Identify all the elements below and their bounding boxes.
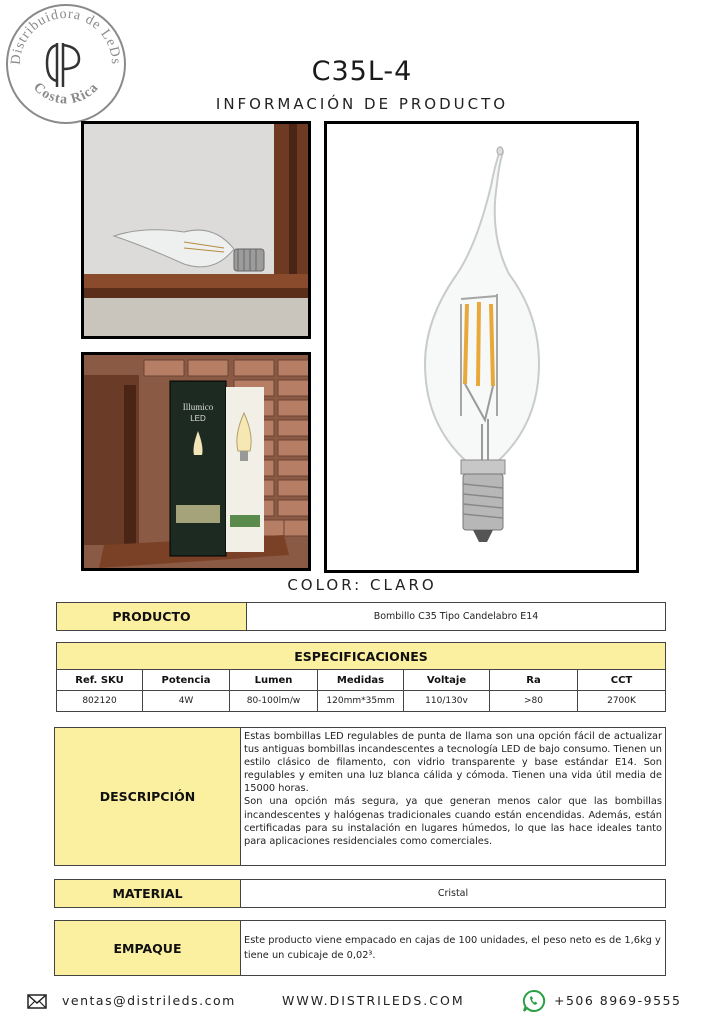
color-label: COLOR: CLARO — [287, 576, 437, 594]
footer-website-link[interactable]: WWW.DISTRILEDS.COM — [282, 993, 465, 1008]
specs-col-medidas: Medidas — [318, 670, 404, 691]
description-text — [241, 728, 666, 866]
specs-table — [56, 642, 666, 712]
email-icon — [27, 994, 47, 1009]
photo-bulb-on-shelf — [81, 121, 311, 339]
box-led-text: LED — [190, 414, 206, 423]
specs-value-row — [57, 691, 666, 712]
page-title: C35L-4 — [311, 56, 413, 87]
packaging-label: EMPAQUE — [55, 921, 241, 976]
material-value: Cristal — [241, 880, 666, 908]
description-paragraph-1: Estas bombillas LED regulables de punta de llama son una opción fácil de actualizar tus antiguas bombillas incandescentes a tecnología LED de bajo consumo. Tienen un estilo clásico de filamento, con vidrio transparente y base estándar E14. Son regulables y emiten una luz blanca cálida y cómoda. Tienen una vida útil media de 15000 horas. — [244, 731, 662, 795]
specs-col-potencia: Potencia — [143, 670, 230, 691]
description-table — [54, 727, 666, 866]
specs-col-sku: Ref. SKU — [57, 670, 143, 691]
specs-val-medidas: 120mm*35mm — [318, 691, 404, 712]
product-label: PRODUCTO — [57, 603, 247, 631]
specs-val-potencia: 4W — [143, 691, 230, 712]
whatsapp-icon — [522, 989, 546, 1013]
photo-main-bulb — [324, 121, 639, 573]
material-label: MATERIAL — [55, 880, 241, 908]
specs-val-lumen: 80-100lm/w — [230, 691, 318, 712]
specs-val-voltaje: 110/130v — [404, 691, 490, 712]
specs-col-lumen: Lumen — [230, 670, 318, 691]
specs-col-ra: Ra — [490, 670, 578, 691]
specs-col-voltaje: Voltaje — [404, 670, 490, 691]
product-value: Bombillo C35 Tipo Candelabro E14 — [247, 603, 666, 631]
material-table — [54, 879, 666, 908]
footer-phone-link[interactable]: +506 8969-9555 — [554, 993, 682, 1008]
packaging-value: Este producto viene empacado en cajas de 100 unidades, el peso neto es de 1,6kg y tiene un cubicaje de 0,02³. — [241, 921, 666, 976]
logo-ring-top: Distribuidora de LeDs — [8, 6, 124, 66]
specs-title: ESPECIFICACIONES — [57, 643, 666, 670]
description-paragraph-2: Son una opción más segura, ya que generan menos calor que las bombillas incandescentes y halógenas tradicionales cuando están encendidas. Además, están certificadas para su instalación en lugares húmedos, lo que las hace ideales tanto para aplicaciones residenciales como comerciales. — [244, 796, 662, 847]
specs-header-row — [57, 670, 666, 691]
product-table — [56, 602, 666, 631]
photo-product-box — [81, 352, 311, 571]
footer-email-link[interactable]: ventas@distrileds.com — [62, 993, 236, 1008]
description-label: DESCRIPCIÓN — [55, 728, 241, 866]
page-subtitle: INFORMACIÓN DE PRODUCTO — [215, 95, 509, 113]
specs-val-sku: 802120 — [57, 691, 143, 712]
box-brand-text: Illumico — [182, 402, 214, 412]
packaging-table — [54, 920, 666, 976]
specs-val-cct: 2700K — [578, 691, 666, 712]
specs-col-cct: CCT — [578, 670, 666, 691]
logo-ring-bottom: Costa Rica — [30, 79, 102, 108]
specs-val-ra: >80 — [490, 691, 578, 712]
